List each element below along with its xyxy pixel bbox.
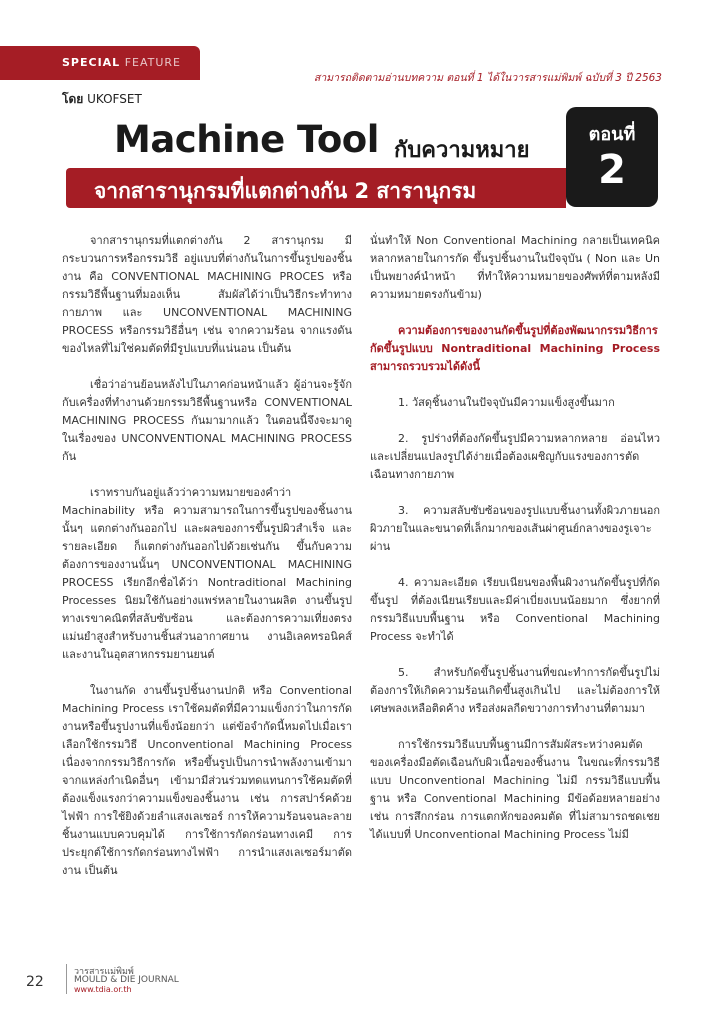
author-name: UKOFSET (87, 92, 142, 106)
list-item: 5. สำหรับกัดขึ้นรูปชิ้นงานที่ขณะทำการกัดขึ้นรูปไม่ต้องการให้เกิดความร้อนเกิดขึ้นสูงเกินไป และไม่ต้องการให้เศษพลงเหลือติดค้าง หรือส่งผลกีดขวางการทำงานที่ตามมา (370, 666, 660, 715)
page-number: 22 (26, 974, 44, 990)
list-item: 1. วัสดุชิ้นงานในปัจจุบันมีความแข็งสูงขึ้นมาก (398, 396, 615, 409)
list-item: 4. ความละเอียด เรียบเนียนของพื้นผิวงานกัดขึ้นรูปที่กัดขึ้นรูป ที่ต้องเนียนเรียบและมีค่าเบี่ยงเบนน้อยมาก ซึ่งยากที่กรรมวิธีแบบพื้นฐาน หรือ Conventional Machining Process จะทำได้ (370, 576, 660, 643)
byline-label: โดย (62, 92, 84, 106)
series-note: สามารถติดตามอ่านบทความ ตอนที่ 1 ได้ในวารสารแม่พิมพ์ ฉบับที่ 3 ปี 2563 (313, 72, 662, 84)
footer-divider (66, 964, 67, 994)
section-label-bold: SPECIAL (62, 56, 121, 69)
body-paragraph: จากสารานุกรมที่แตกต่างกัน 2 สารานุกรม มีกระบวนการหรือกรรมวิธี อยู่แบบที่ต่างกันในการขึ้นรูปของชิ้นงาน คือ CONVENTIONAL MACHINING PROCES หรือกรรมวิธีพื้นฐานที่มองเห็น สัมผัสได้ว่าเป็นวิธีกระทำทางกายภาพ และ UNCONVENTIONAL MACHINING PROCESS หรือกรรมวิธีอื่นๆ เช่น จากความร้อน จากแรงดันของไหลที่ไม่ใช่คมตัดที่มีรูปแบบที่แน่นอน เป็นต้น (62, 234, 352, 355)
left-column (62, 232, 352, 898)
body-paragraph: นั่นทำให้ Non Conventional Machining กลายเป็นเทคนิคหลากหลายในการกัด ขึ้นรูปชิ้นงานในปัจจุบัน ( Non และ Un เป็นพยางค์นำหน้า ที่ทำให้ความหมายของศัพท์ที่ตามหลังมีความหมายตรงกันข้าม) (370, 234, 660, 301)
right-column (370, 232, 660, 862)
journal-name-thai: วารสารแม่พิมพ์ (74, 967, 134, 977)
episode-number: 2 (598, 147, 626, 193)
article-title-suffix: กับความหมาย (394, 138, 530, 163)
article-subtitle: จากสารานุกรมที่แตกต่างกัน 2 สารานุกรม (94, 179, 477, 203)
section-label-light: FEATURE (124, 56, 181, 69)
episode-label: ตอนที่ (588, 124, 636, 145)
body-paragraph: ในงานกัด งานขึ้นรูปชิ้นงานปกติ หรือ Conventional Machining Process เราใช้คมตัดที่มีความแข็งกว่าในการกัดงานหรือขึ้นรูปงานที่แข็งน้อยกว่า แต่ข้อจำกัดนี้หมดไปเมื่อเราเลือกใช้กรรมวิธี Unconventional Machining Process เนื่องจากกรรมวิธีการกัด หรือขึ้นรูปเป็นการนำพลังงานเข้ามาจากแหล่งกำเนิดอื่นๆ เข้ามามีส่วนร่วมทดแทนการใช้คมตัดที่ต้องแข็งแรงกว่าความแข็งของชิ้นงาน เช่น การสปาร์คด้วยไฟฟ้า การใช้ยิงด้วยลำแสงเลเซอร์ การให้ความร้อนจนละลายชิ้นงานแบบควบคุมได้ การใช้การกัดกร่อนทางเคมี การประยุกต์ใช้การกัดกร่อนทางไฟฟ้า การนำแสงเลเซอร์มาตัดงาน เป็นต้น (62, 684, 352, 877)
journal-website: www.tdia.or.th (74, 985, 132, 994)
body-paragraph: เชื่อว่าอ่านย้อนหลังไปในภาคก่อนหน้าแล้ว ผู้อ่านจะรู้จักกับเครื่องที่ทำงานด้วยกรรมวิธีพื้นฐานหรือ CONVENTIONAL MACHINING PROCESS กันมามากแล้ว ในตอนนี้จึงจะมาดูในเรื่องของ UNCONVENTIONAL MACHINING PROCESS กัน (62, 378, 352, 463)
episode-badge (566, 107, 658, 207)
list-item: 2. รูปร่างที่ต้องกัดขึ้นรูปมีความหลากหลาย อ่อนไหวและเปลี่ยนแปลงรูปได้ง่ายเมื่อต้องเผชิญกับแรงของการตัดเฉือนทางกายภาพ (370, 432, 660, 481)
article-title: Machine Tool (114, 118, 379, 161)
body-paragraph: เราทราบกันอยู่แล้วว่าความหมายของคำว่า Machinability หรือ ความสามารถในการขึ้นรูปของชิ้นงานนั้นๆ แตกต่างกันออกไป และผลของการขึ้นรูปผิวสำเร็จ และรายละเอียด ก็แตกต่างกันออกไปด้วยเช่นกัน ขึ้นกับความต้องการของงานนั้นๆ UNCONVENTIONAL MACHINING PROCESS เรียกอีกชื่อได้ว่า Nontraditional Machining Processes นิยมใช้กันอย่างแพร่หลายในงานผลิต งานขึ้นรูปทางเรขาคณิตที่สลับซับซ้อน และต้องการความเที่ยงตรงแม่นยำสูงสำหรับงานชิ้นส่วนอากาศยาน งานอิเลคทรอนิคส์ และงานในอุตสาหกรรมยานยนต์ (62, 486, 352, 661)
byline (62, 90, 142, 109)
section-tab (0, 46, 200, 80)
section-label (62, 56, 181, 69)
subtitle-bar (66, 168, 566, 208)
body-paragraph: การใช้กรรมวิธีแบบพื้นฐานมีการสัมผัสระหว่างคมตัดของเครื่องมือตัดเฉือนกับผิวเนื้อของชิ้นงาน ในขณะที่กรรมวิธีแบบ Unconventional Machining ไม่มี กรรมวิธีแบบพื้นฐาน หรือ Conventional Machining มีข้อด้อยหลายอย่าง เช่น การสึกกร่อน การแตกหักของคมตัด ที่ไม่สามารถชดเชยได้แบบที่ Unconventional Machining Process ไม่มี (370, 738, 660, 841)
section-heading: ความต้องการของงานกัดขึ้นรูปที่ต้องพัฒนากรรมวิธีการกัดขึ้นรูปแบบ Nontraditional Machining Process สามารถรวบรวมได้ดังนี้ (370, 324, 660, 373)
list-item: 3. ความสลับซับซ้อนของรูปแบบชิ้นงานทั้งผิวภายนอกผิวภายในและขนาดที่เล็กมากของเส้นผ่าศูนย์กลางของรูเจาะผ่าน (370, 504, 660, 553)
journal-name-english: MOULD & DIE JOURNAL (74, 975, 179, 985)
